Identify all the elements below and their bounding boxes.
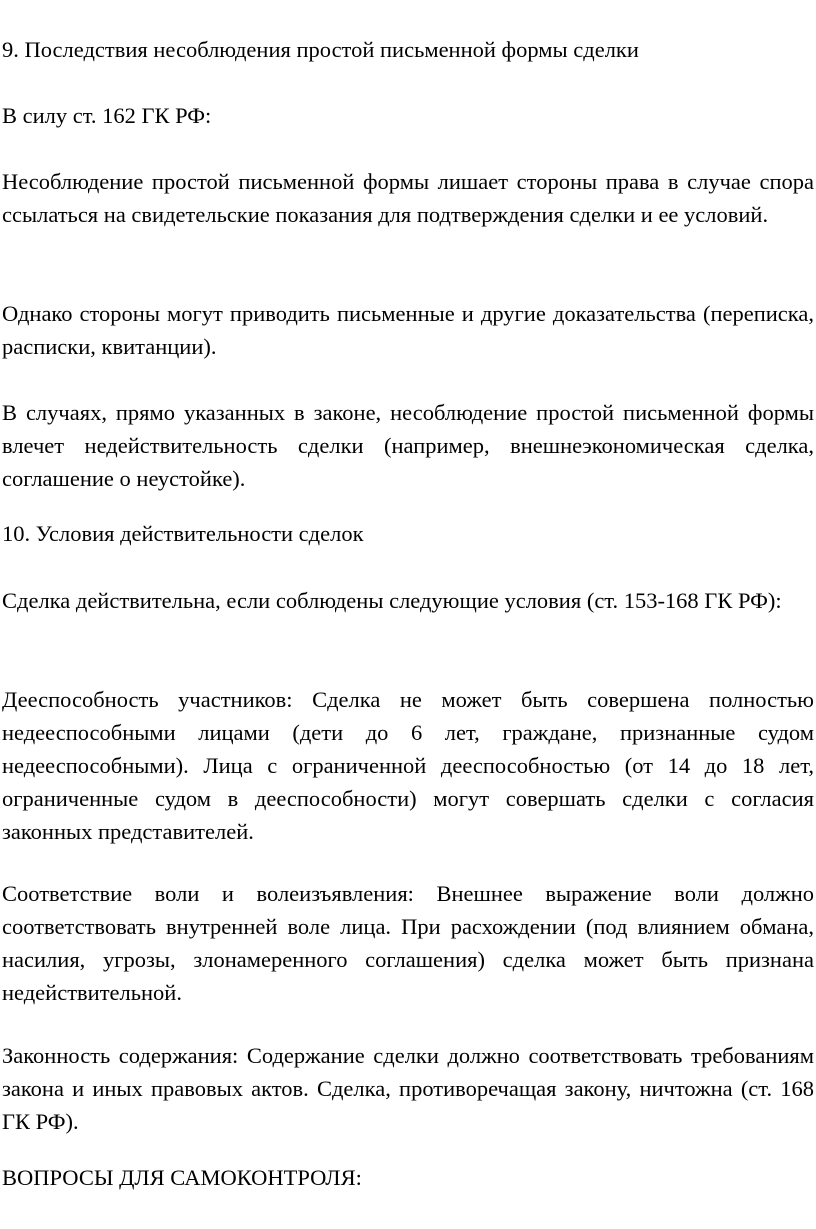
- paragraph-validity-conditions: Сделка действительна, если соблюдены следующие условия (ст. 153-168 ГК РФ):: [2, 588, 782, 613]
- paragraph-invalidity-cases: В случаях, прямо указанных в законе, несоблюдение простой письменной формы влечет недействительность сделки (например, внешнеэкономическая сделка, соглашение о неустойке).: [2, 400, 814, 491]
- self-control-questions-heading: ВОПРОСЫ ДЛЯ САМОКОНТРОЛЯ:: [2, 1165, 362, 1190]
- paragraph-legality-content: Законность содержания: Содержание сделки должно соответствовать требованиям закона и иных правовых актов. Сделка, противоречащая закону, ничтожна (ст. 168 ГК РФ).: [2, 1043, 814, 1134]
- section-10-heading: 10. Условия действительности сделок: [2, 521, 364, 546]
- paragraph-will-expression: Соответствие воли и волеизъявления: Внешнее выражение воли должно соответствовать внутренней воле лица. При расхождении (под влиянием обмана, насилия, угрозы, злонамеренного соглашения) сделка может быть признана недействительной.: [2, 881, 814, 1005]
- section-9-heading: 9. Последствия несоблюдения простой письменной формы сделки: [2, 37, 639, 62]
- paragraph-legal-capacity: Дееспособность участников: Сделка не может быть совершена полностью недееспособными лицами (дети до 6 лет, граждане, признанные судом недееспособными). Лица с ограниченной дееспособностью (от 14 до 18 лет, ограниченные судом в дееспособности) могут совершать сделки с согласия законных представителей.: [2, 687, 814, 844]
- paragraph-other-evidence: Однако стороны могут приводить письменные и другие доказательства (переписка, расписки, квитанции).: [2, 301, 814, 359]
- paragraph-witness-testimony: Несоблюдение простой письменной формы лишает стороны права в случае спора ссылаться на свидетельские показания для подтверждения сделки и ее условий.: [2, 169, 814, 227]
- legal-basis-line: В силу ст. 162 ГК РФ:: [2, 103, 212, 128]
